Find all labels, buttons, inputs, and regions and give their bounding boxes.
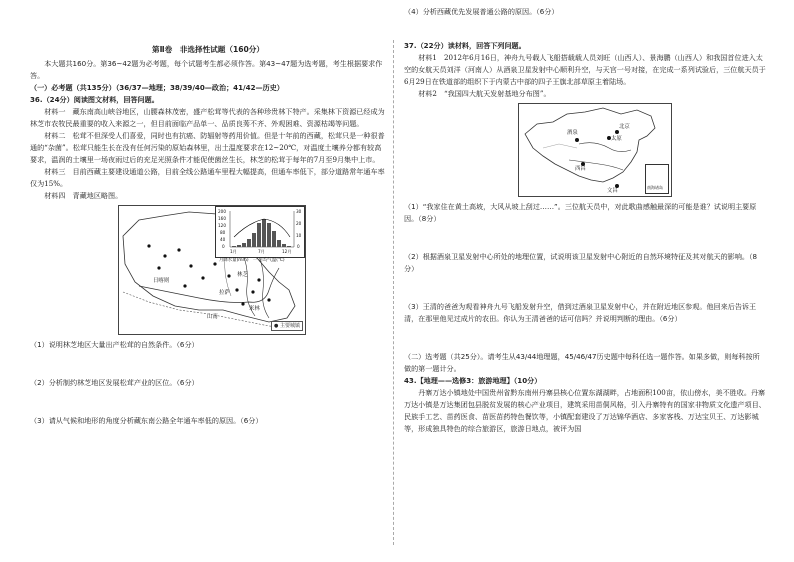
- column-divider: [393, 40, 394, 545]
- question-43-text: 丹寨万达小镇地处中国贵州省黔东南州丹寨县核心位置东湖湖畔，占地面积100亩，依山傍水，美不胜收。丹寨万达小镇是万达集团包县脱贫发展的核心产业项目，建筑采用苗侗风格，引入丹寨特有的国家非物质文化遗产项目、民族手工艺、苗药医食、苗医苗药特色餐饮等，小镇配套建设了万达锦华酒店、多家客栈、万达宝贝王、万达影城等，形成独具特色的综合旅游区，旅游日地点，被评为国: [404, 388, 766, 433]
- chart-y-right-0: 30: [296, 209, 302, 214]
- legend-text: 主要城镇: [279, 323, 300, 329]
- chart-y-left-1: 160: [218, 216, 226, 221]
- material-37-2: 材料2 “我国四大航天发射基地分布图”。: [418, 89, 551, 98]
- chart-y-right-2: 10: [296, 233, 302, 238]
- label-jiuquan: 酒泉: [567, 130, 578, 136]
- label-lhasa: 拉萨: [219, 290, 230, 296]
- label-linzhi: 林芝: [237, 272, 248, 278]
- label-taiyuan: 太原: [611, 136, 622, 142]
- chart-y-left-2: 120: [218, 223, 226, 228]
- section-intro: 本大题共160分。第36~42题为必考题，每个试题考生都必须作答。第43~47题为选考题，考生根据要求作答。: [30, 59, 383, 80]
- material-2: 材料二 松茸不但深受人们喜爱，同时也有抗癌、防辐射等药用价值。但是十年前的西藏，松茸只是一种很普通的“杂菌”。松茸只能生长在没有任何污染的原始森林里，出土温度要求在12~20℃，对温度土壤养分都有较高要求，温润的土壤里一场夜雨过后的充足光照条件才能促使菌丝生长，林芝的松茸于每年的7月至9月集中上市。: [30, 131, 385, 164]
- chart-x-1: 7月: [258, 249, 265, 254]
- question-36-2: （2）分析制约林芝地区发展松茸产业的区位。（6分）: [30, 378, 199, 387]
- left-column: [30, 44, 386, 427]
- question-37-1: （1）“我家住在黄土高坡，大风从坡上刮过……”。三位航天员中，对此歌曲感触最深的可能是谁？试说明主要原因。（8分）: [404, 202, 757, 223]
- question-37-header: 37.（22分）读材料，回答下列问题。: [404, 41, 526, 50]
- question-37-2: （2）根据酒泉卫星发射中心所处的地理位置，试说明该卫星发射中心附近的自然环境特征及其对航天的影响。（8分）: [404, 252, 758, 273]
- material-4: 材料四 青藏地区略图。: [44, 191, 123, 200]
- question-36-1: （1）说明林芝地区大量出产松茸的自然条件。（6分）: [30, 340, 199, 349]
- chart-y-right-1: 20: [296, 221, 302, 226]
- elective-header: （二）选考题（共25分）。请考生从43/44地理题，45/46/47历史题中每科任选一题作答。如果多做，则每科按所做的第一题计分。: [404, 352, 760, 373]
- china-launch-map: [518, 103, 672, 197]
- question-36-4: （4）分析西藏优先发展普通公路的原因。（6分）: [404, 7, 559, 16]
- tibet-map: [118, 205, 306, 335]
- label-wenchang: 文昌: [607, 188, 618, 194]
- chart-legend: 月降水量(mm) 一 月均气温(℃): [219, 258, 285, 263]
- chart-y-right-3: 0: [297, 244, 300, 249]
- chart-y-left-3: 80: [220, 230, 226, 235]
- label-xichang: 西昌: [575, 166, 586, 172]
- required-header: （一）必考题（共135分）（36/37—地理；38/39/40—政治；41/42—历史）: [30, 83, 284, 92]
- question-36-3: （3）请从气候和地形的角度分析藏东南公路全年通车率低的原因。（6分）: [30, 416, 263, 425]
- label-shannan: 山南: [207, 314, 218, 320]
- section-title: 第Ⅱ卷 非选择性试题（160分）: [152, 45, 264, 54]
- question-36-header: 36.（24分）阅读图文材料，回答问题。: [30, 95, 159, 104]
- material-3: 材料三 目前西藏主要建设通道公路，目前全线公路通车里程大幅提高，但通车率低下，部分道路常年通车率仅为15%。: [30, 167, 385, 188]
- map-legend: [271, 321, 303, 331]
- south-sea-inset: [645, 164, 669, 194]
- label-beijing: 北京: [619, 124, 630, 130]
- question-43-header: 43.【地理——选修3：旅游地理】（10分）: [404, 376, 542, 385]
- chart-y-left-5: 0: [222, 244, 225, 249]
- label-nyingchi: 米林: [249, 306, 260, 312]
- material-1: 材料一 藏东南高山峡谷地区，山腰森林茂密，盛产松茸等代表的各种珍贵林下特产。采集林下资源已经成为林芝市农牧民最重要的收入来源之一，但目前面临产品单一、品质良莠不齐、外观困难、资源枯竭等问题。: [30, 107, 385, 128]
- right-column: [404, 7, 766, 435]
- legend-dot-icon: ●: [274, 323, 279, 329]
- climate-chart: [215, 206, 305, 258]
- chart-y-left-0: 200: [218, 209, 226, 214]
- chart-y-left-4: 40: [220, 237, 226, 242]
- label-xigaze: 日喀则: [153, 278, 170, 284]
- chart-x-2: 12月: [282, 249, 292, 254]
- material-37-1: 材料1 2012年6月16日，神舟九号载人飞船搭载载人员刘旺（山西人）、景海鹏（山西人）和我国首位进入太空的女航天员刘洋（河南人）从酒泉卫星发射中心顺利升空，与天宫一号对接，在完成一系列试验后，三位航天员于6月29日在铁道部的组织下于内蒙古中部的四子王旗北部草原主着陆场。: [404, 53, 766, 86]
- chart-x-0: 1月: [230, 249, 237, 254]
- label-inset: 南海诸岛: [647, 185, 663, 190]
- question-37-3: （3）王清的爸爸为观看神舟九号飞船发射升空，借到过酒泉卫星发射中心，并在附近地区参观。他回来后告诉王清，在那里他见过成片的农田。你认为王清爸爸的话可信吗？并说明判断的理由。（6分）: [404, 302, 757, 323]
